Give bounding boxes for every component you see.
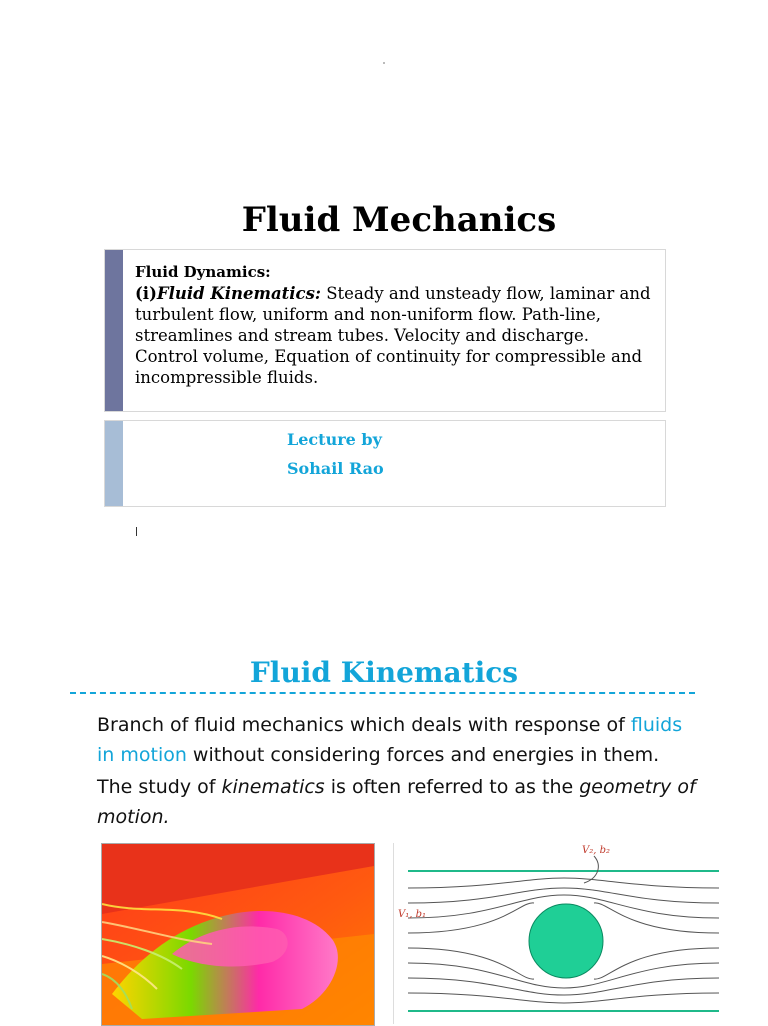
dashed-divider	[70, 692, 695, 694]
upper-velocity-label: V₂, b₂	[582, 845, 610, 856]
definition-text: Branch of fluid mechanics which deals with response of	[97, 714, 631, 736]
slide-title: Fluid Mechanics	[241, 200, 557, 240]
lecturer-name: Sohail Rao	[287, 459, 384, 478]
car-cfd-image	[101, 843, 375, 1026]
geometry-of-motion-term: geometry of motion.	[97, 776, 696, 828]
section-title: Fluid Kinematics	[249, 656, 519, 689]
course-topics-text	[135, 262, 655, 388]
lecturer-credit	[287, 425, 384, 483]
item-description: Steady and unsteady flow, laminar and turbulent flow, uniform and non-uniform flow. Path-line, streamlines and stream tubes. Velocity and discharge. Control volume, Equation of continuity for compressible and incompressible fluids.	[135, 284, 651, 387]
stray-dot	[383, 62, 385, 64]
lecture-by-label: Lecture by	[287, 430, 382, 449]
definition-text-end: without considering forces and energies in them.	[186, 744, 660, 766]
flow-around-cylinder-diagram	[393, 843, 734, 1024]
kinematics-text-mid: is often referred to as the	[324, 776, 580, 798]
item-prefix: (i)	[135, 284, 157, 303]
topics-heading: Fluid Dynamics:	[135, 263, 271, 281]
kinematics-term: kinematics	[221, 776, 325, 798]
definition-paragraph	[97, 710, 697, 770]
kinematics-paragraph	[97, 772, 697, 832]
definition-highlight: fluids in motion	[97, 714, 683, 766]
lower-velocity-label: V₁, b₁	[398, 909, 426, 920]
box-accent-bar	[105, 421, 123, 506]
text-cursor-mark	[136, 527, 137, 536]
box-accent-bar	[105, 250, 123, 411]
kinematics-text: The study of	[97, 776, 222, 798]
lecturer-box	[104, 420, 666, 507]
course-topics-box	[104, 249, 666, 412]
item-topic: Fluid Kinematics:	[156, 284, 321, 303]
